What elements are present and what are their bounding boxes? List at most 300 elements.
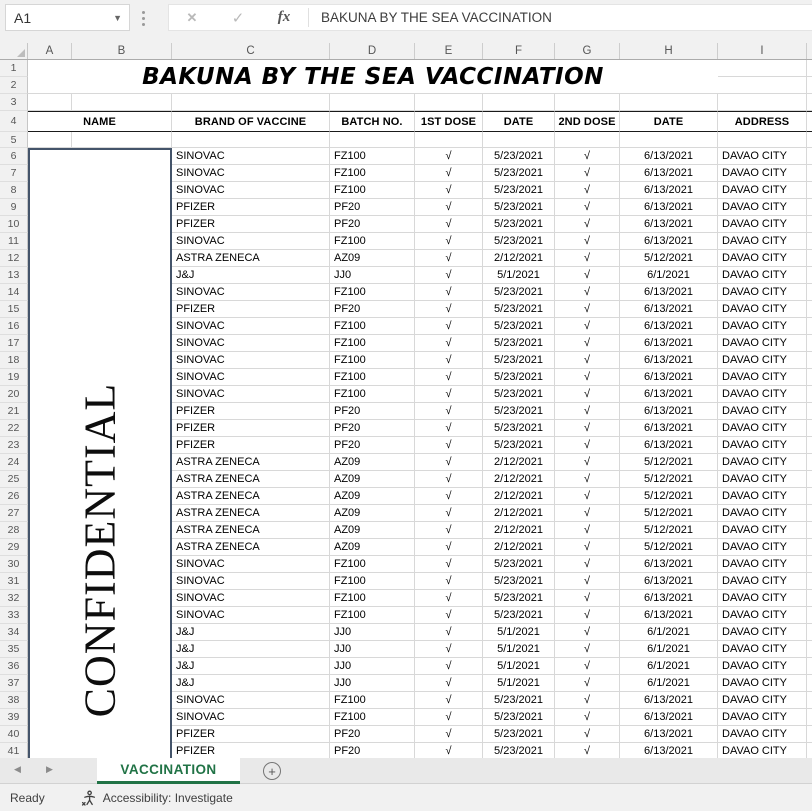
row-header-14[interactable]: 14 xyxy=(0,284,28,301)
cell-date1[interactable]: 2/12/2021 xyxy=(483,539,555,556)
cell[interactable] xyxy=(807,233,812,250)
add-sheet-button[interactable]: + xyxy=(263,762,281,780)
cell-address[interactable]: DAVAO CITY xyxy=(718,590,807,607)
cell-dose2-check[interactable]: √ xyxy=(555,199,620,216)
cell-dose2-check[interactable]: √ xyxy=(555,318,620,335)
cell-date2[interactable]: 6/13/2021 xyxy=(620,437,718,454)
cell-dose1-check[interactable]: √ xyxy=(415,148,483,165)
cell-batch[interactable]: PF20 xyxy=(330,743,415,758)
cell-address[interactable]: DAVAO CITY xyxy=(718,573,807,590)
cell-brand[interactable]: PFIZER xyxy=(172,437,330,454)
cell-address[interactable]: DAVAO CITY xyxy=(718,505,807,522)
cell-batch[interactable]: FZ100 xyxy=(330,182,415,199)
cell-date2[interactable]: 6/13/2021 xyxy=(620,556,718,573)
cell-batch[interactable]: AZ09 xyxy=(330,539,415,556)
cell[interactable] xyxy=(172,94,330,111)
row-header-28[interactable]: 28 xyxy=(0,522,28,539)
header-date1[interactable]: DATE xyxy=(483,111,555,132)
cell-address[interactable]: DAVAO CITY xyxy=(718,352,807,369)
cell-brand[interactable]: J&J xyxy=(172,675,330,692)
cell[interactable] xyxy=(807,522,812,539)
row-header-27[interactable]: 27 xyxy=(0,505,28,522)
cell-dose2-check[interactable]: √ xyxy=(555,675,620,692)
cell[interactable] xyxy=(807,403,812,420)
row-header-4[interactable]: 4 xyxy=(0,111,28,132)
cell[interactable] xyxy=(807,709,812,726)
header-dose2[interactable]: 2ND DOSE xyxy=(555,111,620,132)
cell-batch[interactable]: FZ100 xyxy=(330,556,415,573)
cell-address[interactable]: DAVAO CITY xyxy=(718,250,807,267)
column-header-f[interactable]: F xyxy=(483,43,555,59)
cell-dose2-check[interactable]: √ xyxy=(555,726,620,743)
cell-address[interactable]: DAVAO CITY xyxy=(718,403,807,420)
tab-vaccination[interactable]: VACCINATION xyxy=(97,758,240,784)
cell-dose1-check[interactable]: √ xyxy=(415,743,483,758)
cell-batch[interactable]: AZ09 xyxy=(330,505,415,522)
cell-date2[interactable]: 6/13/2021 xyxy=(620,709,718,726)
cell-date1[interactable]: 5/23/2021 xyxy=(483,437,555,454)
cell[interactable] xyxy=(555,132,620,148)
cell-brand[interactable]: SINOVAC xyxy=(172,148,330,165)
cell-brand[interactable]: SINOVAC xyxy=(172,165,330,182)
cell-dose1-check[interactable]: √ xyxy=(415,318,483,335)
cell-address[interactable]: DAVAO CITY xyxy=(718,335,807,352)
cell-dose2-check[interactable]: √ xyxy=(555,182,620,199)
cell-date1[interactable]: 5/23/2021 xyxy=(483,301,555,318)
cell[interactable] xyxy=(807,573,812,590)
cell[interactable] xyxy=(807,216,812,233)
row-header-30[interactable]: 30 xyxy=(0,556,28,573)
cell[interactable] xyxy=(807,658,812,675)
cell-date2[interactable]: 6/1/2021 xyxy=(620,675,718,692)
column-header-h[interactable]: H xyxy=(620,43,718,59)
cell-batch[interactable]: AZ09 xyxy=(330,488,415,505)
cell-dose2-check[interactable]: √ xyxy=(555,148,620,165)
cell-batch[interactable]: PF20 xyxy=(330,301,415,318)
cell-address[interactable]: DAVAO CITY xyxy=(718,267,807,284)
accessibility-icon[interactable] xyxy=(81,790,97,806)
header-batch[interactable]: BATCH NO. xyxy=(330,111,415,132)
cell-dose2-check[interactable]: √ xyxy=(555,403,620,420)
cell[interactable] xyxy=(28,94,72,111)
cell[interactable] xyxy=(807,726,812,743)
accessibility-status[interactable]: Accessibility: Investigate xyxy=(102,790,233,805)
cell-dose1-check[interactable]: √ xyxy=(415,352,483,369)
cell-dose1-check[interactable]: √ xyxy=(415,624,483,641)
cell-dose1-check[interactable]: √ xyxy=(415,641,483,658)
cell-brand[interactable]: SINOVAC xyxy=(172,709,330,726)
cell-date2[interactable]: 5/12/2021 xyxy=(620,250,718,267)
row-header-39[interactable]: 39 xyxy=(0,709,28,726)
cell-brand[interactable]: ASTRA ZENECA xyxy=(172,539,330,556)
cell-date2[interactable]: 6/13/2021 xyxy=(620,148,718,165)
cell-address[interactable]: DAVAO CITY xyxy=(718,420,807,437)
cell[interactable] xyxy=(415,94,483,111)
cell-dose2-check[interactable]: √ xyxy=(555,352,620,369)
row-header-9[interactable]: 9 xyxy=(0,199,28,216)
cell-dose1-check[interactable]: √ xyxy=(415,658,483,675)
cell-dose1-check[interactable]: √ xyxy=(415,539,483,556)
cell-date1[interactable]: 5/23/2021 xyxy=(483,607,555,624)
cell-address[interactable]: DAVAO CITY xyxy=(718,709,807,726)
row-header-31[interactable]: 31 xyxy=(0,573,28,590)
sheet-title-cell[interactable]: BAKUNA BY THE SEA VACCINATION xyxy=(28,60,718,94)
cell-batch[interactable]: FZ100 xyxy=(330,233,415,250)
cell-dose2-check[interactable]: √ xyxy=(555,301,620,318)
cell-brand[interactable]: ASTRA ZENECA xyxy=(172,522,330,539)
cell-address[interactable]: DAVAO CITY xyxy=(718,607,807,624)
row-header-17[interactable]: 17 xyxy=(0,335,28,352)
cell-dose2-check[interactable]: √ xyxy=(555,743,620,758)
row-header-3[interactable]: 3 xyxy=(0,94,28,111)
row-header-41[interactable]: 41 xyxy=(0,743,28,758)
cell-dose2-check[interactable]: √ xyxy=(555,267,620,284)
cell-address[interactable]: DAVAO CITY xyxy=(718,726,807,743)
cell[interactable] xyxy=(807,284,812,301)
header-brand[interactable]: BRAND OF VACCINE xyxy=(172,111,330,132)
row-header-32[interactable]: 32 xyxy=(0,590,28,607)
row-header-25[interactable]: 25 xyxy=(0,471,28,488)
cell-batch[interactable]: JJ0 xyxy=(330,267,415,284)
cell-dose1-check[interactable]: √ xyxy=(415,403,483,420)
column-header-clipped[interactable] xyxy=(807,43,812,59)
cell[interactable] xyxy=(807,352,812,369)
cell-address[interactable]: DAVAO CITY xyxy=(718,182,807,199)
cell-batch[interactable]: PF20 xyxy=(330,437,415,454)
cell[interactable] xyxy=(807,165,812,182)
column-header-a[interactable]: A xyxy=(28,43,72,59)
cell-address[interactable]: DAVAO CITY xyxy=(718,471,807,488)
cell-date1[interactable]: 5/23/2021 xyxy=(483,284,555,301)
cell-dose1-check[interactable]: √ xyxy=(415,675,483,692)
row-header-2[interactable]: 2 xyxy=(0,77,28,94)
cell-dose1-check[interactable]: √ xyxy=(415,250,483,267)
cell-dose2-check[interactable]: √ xyxy=(555,539,620,556)
header-address[interactable]: ADDRESS xyxy=(718,111,807,132)
column-header-c[interactable]: C xyxy=(172,43,330,59)
cell[interactable] xyxy=(807,607,812,624)
row-header-20[interactable]: 20 xyxy=(0,386,28,403)
cell-brand[interactable]: SINOVAC xyxy=(172,284,330,301)
row-header-21[interactable]: 21 xyxy=(0,403,28,420)
cell[interactable] xyxy=(807,301,812,318)
cell[interactable] xyxy=(807,488,812,505)
cell-date1[interactable]: 5/23/2021 xyxy=(483,420,555,437)
cell[interactable] xyxy=(718,132,807,148)
cell[interactable] xyxy=(483,94,555,111)
cell[interactable] xyxy=(807,437,812,454)
cell-date2[interactable]: 6/1/2021 xyxy=(620,267,718,284)
cell[interactable] xyxy=(807,199,812,216)
cancel-icon[interactable]: ✕ xyxy=(186,9,198,25)
cell[interactable] xyxy=(807,692,812,709)
cell-dose1-check[interactable]: √ xyxy=(415,471,483,488)
cell-address[interactable]: DAVAO CITY xyxy=(718,488,807,505)
cell-batch[interactable]: PF20 xyxy=(330,726,415,743)
cell-date2[interactable]: 6/13/2021 xyxy=(620,692,718,709)
cell-address[interactable]: DAVAO CITY xyxy=(718,318,807,335)
formula-input[interactable]: BAKUNA BY THE SEA VACCINATION xyxy=(321,10,552,25)
cell-batch[interactable]: PF20 xyxy=(330,420,415,437)
cell-date2[interactable]: 6/13/2021 xyxy=(620,284,718,301)
row-header-37[interactable]: 37 xyxy=(0,675,28,692)
cell-date1[interactable]: 2/12/2021 xyxy=(483,522,555,539)
cell-date1[interactable]: 5/23/2021 xyxy=(483,335,555,352)
cell-date1[interactable]: 5/1/2021 xyxy=(483,675,555,692)
cell-address[interactable]: DAVAO CITY xyxy=(718,386,807,403)
cell-dose2-check[interactable]: √ xyxy=(555,335,620,352)
cell[interactable] xyxy=(807,132,812,148)
row-header-23[interactable]: 23 xyxy=(0,437,28,454)
cell[interactable] xyxy=(807,505,812,522)
header-name[interactable]: NAME xyxy=(28,111,172,132)
cell-date1[interactable]: 5/23/2021 xyxy=(483,199,555,216)
cell-brand[interactable]: J&J xyxy=(172,267,330,284)
cell-batch[interactable]: FZ100 xyxy=(330,369,415,386)
cell-date2[interactable]: 5/12/2021 xyxy=(620,454,718,471)
enter-icon[interactable]: ✓ xyxy=(231,9,245,27)
cell-dose2-check[interactable]: √ xyxy=(555,284,620,301)
cell[interactable] xyxy=(807,386,812,403)
column-header-b[interactable]: B xyxy=(72,43,172,59)
cell-batch[interactable]: JJ0 xyxy=(330,658,415,675)
cell-batch[interactable]: PF20 xyxy=(330,216,415,233)
cell-brand[interactable]: PFIZER xyxy=(172,199,330,216)
cell[interactable] xyxy=(807,369,812,386)
cell[interactable] xyxy=(330,94,415,111)
cell[interactable] xyxy=(620,94,718,111)
cell-address[interactable]: DAVAO CITY xyxy=(718,522,807,539)
cell-date1[interactable]: 5/23/2021 xyxy=(483,369,555,386)
cell-dose1-check[interactable]: √ xyxy=(415,284,483,301)
cell-date1[interactable]: 5/23/2021 xyxy=(483,590,555,607)
cell-brand[interactable]: ASTRA ZENECA xyxy=(172,505,330,522)
cell-dose2-check[interactable]: √ xyxy=(555,522,620,539)
cell-dose2-check[interactable]: √ xyxy=(555,590,620,607)
cell-date2[interactable]: 6/13/2021 xyxy=(620,590,718,607)
row-header-33[interactable]: 33 xyxy=(0,607,28,624)
cell-date2[interactable]: 6/1/2021 xyxy=(620,658,718,675)
cell[interactable] xyxy=(483,132,555,148)
cell-brand[interactable]: SINOVAC xyxy=(172,607,330,624)
cell-batch[interactable]: JJ0 xyxy=(330,675,415,692)
cell-dose1-check[interactable]: √ xyxy=(415,590,483,607)
cell[interactable] xyxy=(807,675,812,692)
cell-address[interactable]: DAVAO CITY xyxy=(718,675,807,692)
row-header-18[interactable]: 18 xyxy=(0,352,28,369)
cell-date2[interactable]: 6/13/2021 xyxy=(620,352,718,369)
cell-address[interactable]: DAVAO CITY xyxy=(718,743,807,758)
cell-date2[interactable]: 6/13/2021 xyxy=(620,335,718,352)
cell-brand[interactable]: SINOVAC xyxy=(172,182,330,199)
cell[interactable] xyxy=(620,132,718,148)
row-header-11[interactable]: 11 xyxy=(0,233,28,250)
cell-date2[interactable]: 6/13/2021 xyxy=(620,403,718,420)
cell-dose1-check[interactable]: √ xyxy=(415,386,483,403)
cell[interactable] xyxy=(28,132,72,148)
cell-dose2-check[interactable]: √ xyxy=(555,471,620,488)
cell-dose1-check[interactable]: √ xyxy=(415,726,483,743)
cell-date2[interactable]: 5/12/2021 xyxy=(620,505,718,522)
cell-brand[interactable]: J&J xyxy=(172,641,330,658)
cell-dose2-check[interactable]: √ xyxy=(555,165,620,182)
cell-dose2-check[interactable]: √ xyxy=(555,216,620,233)
cell[interactable] xyxy=(172,132,330,148)
cell-brand[interactable]: PFIZER xyxy=(172,420,330,437)
row-header-29[interactable]: 29 xyxy=(0,539,28,556)
cell-dose1-check[interactable]: √ xyxy=(415,267,483,284)
cell[interactable] xyxy=(718,94,807,111)
cell-brand[interactable]: PFIZER xyxy=(172,743,330,758)
column-header-d[interactable]: D xyxy=(330,43,415,59)
cell-date1[interactable]: 5/23/2021 xyxy=(483,743,555,758)
cell-address[interactable]: DAVAO CITY xyxy=(718,437,807,454)
cell-dose2-check[interactable]: √ xyxy=(555,454,620,471)
cell-address[interactable]: DAVAO CITY xyxy=(718,165,807,182)
cell[interactable] xyxy=(415,132,483,148)
cell[interactable] xyxy=(807,94,812,111)
cell-dose2-check[interactable]: √ xyxy=(555,369,620,386)
confidential-watermark-cell[interactable] xyxy=(28,148,172,758)
cell-date1[interactable]: 5/23/2021 xyxy=(483,709,555,726)
cell[interactable] xyxy=(807,624,812,641)
cell-address[interactable]: DAVAO CITY xyxy=(718,692,807,709)
row-header-40[interactable]: 40 xyxy=(0,726,28,743)
insert-function-icon[interactable]: fx xyxy=(277,9,291,25)
cell-dose1-check[interactable]: √ xyxy=(415,556,483,573)
cell-dose1-check[interactable]: √ xyxy=(415,216,483,233)
cell-batch[interactable]: JJ0 xyxy=(330,641,415,658)
cell-batch[interactable]: FZ100 xyxy=(330,318,415,335)
cell-date1[interactable]: 5/23/2021 xyxy=(483,556,555,573)
cell[interactable] xyxy=(807,148,812,165)
cell-brand[interactable]: J&J xyxy=(172,658,330,675)
cell-brand[interactable]: SINOVAC xyxy=(172,573,330,590)
row-header-15[interactable]: 15 xyxy=(0,301,28,318)
cell-batch[interactable]: PF20 xyxy=(330,199,415,216)
cell[interactable] xyxy=(807,182,812,199)
row-header-10[interactable]: 10 xyxy=(0,216,28,233)
cell[interactable] xyxy=(807,539,812,556)
cell[interactable] xyxy=(807,471,812,488)
cell-batch[interactable]: FZ100 xyxy=(330,386,415,403)
cell-dose1-check[interactable]: √ xyxy=(415,420,483,437)
cell-date2[interactable]: 6/13/2021 xyxy=(620,318,718,335)
cell-date1[interactable]: 2/12/2021 xyxy=(483,250,555,267)
cell-brand[interactable]: SINOVAC xyxy=(172,318,330,335)
cell-date1[interactable]: 5/23/2021 xyxy=(483,726,555,743)
row-header-26[interactable]: 26 xyxy=(0,488,28,505)
cell-address[interactable]: DAVAO CITY xyxy=(718,216,807,233)
cell-date1[interactable]: 5/23/2021 xyxy=(483,573,555,590)
cell-brand[interactable]: PFIZER xyxy=(172,216,330,233)
cell-brand[interactable]: SINOVAC xyxy=(172,233,330,250)
cell-dose1-check[interactable]: √ xyxy=(415,692,483,709)
cell-brand[interactable]: SINOVAC xyxy=(172,556,330,573)
cell-date2[interactable]: 5/12/2021 xyxy=(620,539,718,556)
row-header-8[interactable]: 8 xyxy=(0,182,28,199)
cell-date2[interactable]: 5/12/2021 xyxy=(620,471,718,488)
cell[interactable] xyxy=(807,454,812,471)
cell-dose1-check[interactable]: √ xyxy=(415,335,483,352)
row-header-1[interactable]: 1 xyxy=(0,60,28,77)
cell[interactable] xyxy=(807,556,812,573)
cell-date2[interactable]: 6/13/2021 xyxy=(620,301,718,318)
row-header-36[interactable]: 36 xyxy=(0,658,28,675)
cell-dose1-check[interactable]: √ xyxy=(415,233,483,250)
cell-batch[interactable]: FZ100 xyxy=(330,352,415,369)
cell[interactable] xyxy=(72,94,172,111)
row-header-6[interactable]: 6 xyxy=(0,148,28,165)
cell-brand[interactable]: ASTRA ZENECA xyxy=(172,488,330,505)
cell-dose2-check[interactable]: √ xyxy=(555,573,620,590)
cell-batch[interactable]: FZ100 xyxy=(330,284,415,301)
cell[interactable] xyxy=(807,641,812,658)
cell-date1[interactable]: 5/23/2021 xyxy=(483,148,555,165)
cell-dose2-check[interactable]: √ xyxy=(555,386,620,403)
row-header-19[interactable]: 19 xyxy=(0,369,28,386)
cell-date1[interactable]: 5/1/2021 xyxy=(483,624,555,641)
select-all-button[interactable] xyxy=(0,43,28,59)
cell-batch[interactable]: AZ09 xyxy=(330,454,415,471)
column-header-g[interactable]: G xyxy=(555,43,620,59)
cell-batch[interactable]: FZ100 xyxy=(330,692,415,709)
cell[interactable] xyxy=(807,590,812,607)
cell-date2[interactable]: 6/13/2021 xyxy=(620,420,718,437)
cell[interactable] xyxy=(807,60,812,77)
cell-dose2-check[interactable]: √ xyxy=(555,250,620,267)
row-header-22[interactable]: 22 xyxy=(0,420,28,437)
cell-dose2-check[interactable]: √ xyxy=(555,641,620,658)
cell-address[interactable]: DAVAO CITY xyxy=(718,454,807,471)
cell-date2[interactable]: 6/13/2021 xyxy=(620,233,718,250)
cell-date1[interactable]: 5/23/2021 xyxy=(483,386,555,403)
cell-date2[interactable]: 6/1/2021 xyxy=(620,624,718,641)
cell-batch[interactable]: AZ09 xyxy=(330,471,415,488)
cell-address[interactable]: DAVAO CITY xyxy=(718,369,807,386)
header-date2[interactable]: DATE xyxy=(620,111,718,132)
column-header-i[interactable]: I xyxy=(718,43,807,59)
row-header-7[interactable]: 7 xyxy=(0,165,28,182)
cell-batch[interactable]: JJ0 xyxy=(330,624,415,641)
cell-batch[interactable]: FZ100 xyxy=(330,148,415,165)
formula-bar-resize-handle[interactable] xyxy=(142,11,145,26)
cell-brand[interactable]: ASTRA ZENECA xyxy=(172,454,330,471)
cell-dose2-check[interactable]: √ xyxy=(555,233,620,250)
cell[interactable] xyxy=(555,94,620,111)
cell-batch[interactable]: PF20 xyxy=(330,403,415,420)
cell-dose2-check[interactable]: √ xyxy=(555,505,620,522)
cell-batch[interactable]: FZ100 xyxy=(330,607,415,624)
cell[interactable] xyxy=(807,335,812,352)
cell-dose2-check[interactable]: √ xyxy=(555,488,620,505)
row-header-24[interactable]: 24 xyxy=(0,454,28,471)
prev-sheet-icon[interactable]: ◀ xyxy=(14,764,21,774)
cell[interactable] xyxy=(72,132,172,148)
cell[interactable] xyxy=(807,743,812,758)
cell-date1[interactable]: 5/23/2021 xyxy=(483,182,555,199)
cell-dose1-check[interactable]: √ xyxy=(415,454,483,471)
cell-dose2-check[interactable]: √ xyxy=(555,420,620,437)
name-box-dropdown-icon[interactable]: ▼ xyxy=(113,12,122,23)
next-sheet-icon[interactable]: ▶ xyxy=(46,764,53,774)
cell-date2[interactable]: 6/13/2021 xyxy=(620,386,718,403)
cell-batch[interactable]: FZ100 xyxy=(330,590,415,607)
cell-brand[interactable]: ASTRA ZENECA xyxy=(172,471,330,488)
cell-brand[interactable]: PFIZER xyxy=(172,726,330,743)
cell-dose2-check[interactable]: √ xyxy=(555,556,620,573)
row-header-13[interactable]: 13 xyxy=(0,267,28,284)
